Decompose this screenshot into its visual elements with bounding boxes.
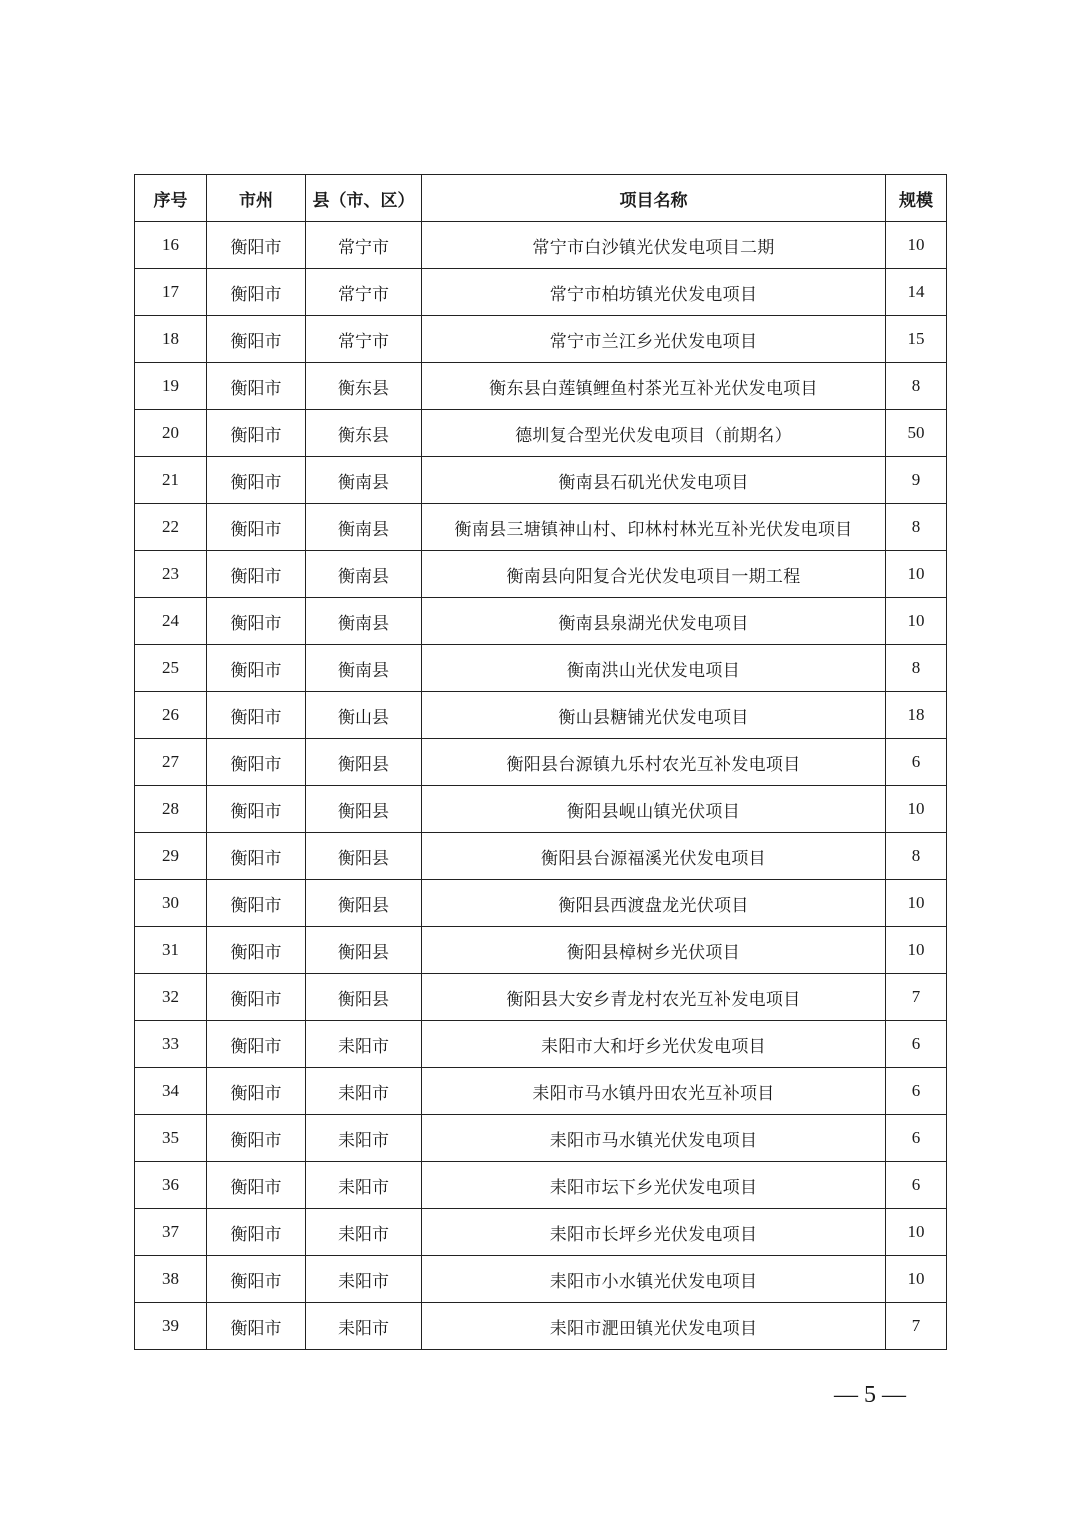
cell-project-name: 耒阳市小水镇光伏发电项目 <box>422 1256 886 1303</box>
cell-index: 36 <box>135 1162 207 1209</box>
cell-city: 衡阳市 <box>207 598 306 645</box>
cell-project-name: 耒阳市淝田镇光伏发电项目 <box>422 1303 886 1350</box>
cell-city: 衡阳市 <box>207 551 306 598</box>
header-index: 序号 <box>135 175 207 222</box>
cell-index: 25 <box>135 645 207 692</box>
cell-city: 衡阳市 <box>207 645 306 692</box>
cell-county: 耒阳市 <box>306 1303 422 1350</box>
cell-county: 衡南县 <box>306 598 422 645</box>
cell-county: 衡阳县 <box>306 880 422 927</box>
cell-county: 衡阳县 <box>306 833 422 880</box>
cell-project-name: 衡阳县台源福溪光伏发电项目 <box>422 833 886 880</box>
cell-scale: 8 <box>886 363 947 410</box>
header-city: 市州 <box>207 175 306 222</box>
cell-scale: 7 <box>886 1303 947 1350</box>
cell-project-name: 耒阳市坛下乡光伏发电项目 <box>422 1162 886 1209</box>
table-row <box>135 1303 947 1350</box>
cell-city: 衡阳市 <box>207 1115 306 1162</box>
cell-county: 耒阳市 <box>306 1162 422 1209</box>
cell-scale: 10 <box>886 551 947 598</box>
table-row <box>135 598 947 645</box>
cell-index: 16 <box>135 222 207 269</box>
cell-city: 衡阳市 <box>207 1021 306 1068</box>
table-row <box>135 645 947 692</box>
cell-city: 衡阳市 <box>207 222 306 269</box>
table-row <box>135 786 947 833</box>
cell-city: 衡阳市 <box>207 316 306 363</box>
cell-city: 衡阳市 <box>207 363 306 410</box>
cell-city: 衡阳市 <box>207 974 306 1021</box>
cell-index: 31 <box>135 927 207 974</box>
cell-project-name: 衡阳县西渡盘龙光伏项目 <box>422 880 886 927</box>
cell-county: 衡南县 <box>306 504 422 551</box>
cell-project-name: 耒阳市大和圩乡光伏发电项目 <box>422 1021 886 1068</box>
cell-city: 衡阳市 <box>207 1209 306 1256</box>
cell-project-name: 衡东县白莲镇鲤鱼村茶光互补光伏发电项目 <box>422 363 886 410</box>
cell-index: 30 <box>135 880 207 927</box>
cell-scale: 10 <box>886 786 947 833</box>
cell-city: 衡阳市 <box>207 269 306 316</box>
cell-scale: 9 <box>886 457 947 504</box>
cell-project-name: 衡南县三塘镇神山村、印林村林光互补光伏发电项目 <box>422 504 886 551</box>
cell-city: 衡阳市 <box>207 739 306 786</box>
cell-scale: 10 <box>886 1256 947 1303</box>
cell-city: 衡阳市 <box>207 1256 306 1303</box>
cell-scale: 6 <box>886 739 947 786</box>
table-row <box>135 410 947 457</box>
cell-project-name: 常宁市柏坊镇光伏发电项目 <box>422 269 886 316</box>
table-body <box>135 222 947 1350</box>
cell-county: 耒阳市 <box>306 1209 422 1256</box>
cell-project-name: 德圳复合型光伏发电项目（前期名） <box>422 410 886 457</box>
cell-index: 34 <box>135 1068 207 1115</box>
cell-county: 衡阳县 <box>306 927 422 974</box>
table-row <box>135 927 947 974</box>
cell-index: 17 <box>135 269 207 316</box>
cell-county: 耒阳市 <box>306 1021 422 1068</box>
table-row <box>135 739 947 786</box>
table-row <box>135 269 947 316</box>
cell-city: 衡阳市 <box>207 692 306 739</box>
cell-project-name: 衡阳县台源镇九乐村农光互补发电项目 <box>422 739 886 786</box>
cell-scale: 10 <box>886 598 947 645</box>
cell-index: 32 <box>135 974 207 1021</box>
cell-county: 衡南县 <box>306 457 422 504</box>
cell-index: 35 <box>135 1115 207 1162</box>
cell-scale: 50 <box>886 410 947 457</box>
table-row <box>135 457 947 504</box>
cell-county: 常宁市 <box>306 269 422 316</box>
cell-county: 衡阳县 <box>306 739 422 786</box>
header-scale: 规模 <box>886 175 947 222</box>
cell-city: 衡阳市 <box>207 833 306 880</box>
cell-scale: 8 <box>886 504 947 551</box>
cell-county: 耒阳市 <box>306 1115 422 1162</box>
cell-index: 22 <box>135 504 207 551</box>
table-row <box>135 316 947 363</box>
table-row <box>135 880 947 927</box>
table-row <box>135 551 947 598</box>
cell-scale: 8 <box>886 645 947 692</box>
cell-index: 24 <box>135 598 207 645</box>
cell-project-name: 耒阳市马水镇光伏发电项目 <box>422 1115 886 1162</box>
table-row <box>135 222 947 269</box>
table-row <box>135 1068 947 1115</box>
cell-county: 衡山县 <box>306 692 422 739</box>
cell-city: 衡阳市 <box>207 410 306 457</box>
cell-index: 21 <box>135 457 207 504</box>
cell-scale: 14 <box>886 269 947 316</box>
cell-project-name: 衡阳县岘山镇光伏项目 <box>422 786 886 833</box>
cell-county: 衡东县 <box>306 363 422 410</box>
cell-project-name: 常宁市白沙镇光伏发电项目二期 <box>422 222 886 269</box>
cell-scale: 6 <box>886 1162 947 1209</box>
cell-city: 衡阳市 <box>207 1303 306 1350</box>
cell-scale: 10 <box>886 1209 947 1256</box>
cell-scale: 7 <box>886 974 947 1021</box>
cell-project-name: 衡南县向阳复合光伏发电项目一期工程 <box>422 551 886 598</box>
cell-city: 衡阳市 <box>207 504 306 551</box>
cell-scale: 6 <box>886 1068 947 1115</box>
cell-index: 37 <box>135 1209 207 1256</box>
cell-city: 衡阳市 <box>207 880 306 927</box>
cell-scale: 10 <box>886 880 947 927</box>
cell-project-name: 衡山县糖铺光伏发电项目 <box>422 692 886 739</box>
header-project-name: 项目名称 <box>422 175 886 222</box>
cell-index: 19 <box>135 363 207 410</box>
cell-scale: 18 <box>886 692 947 739</box>
cell-project-name: 耒阳市马水镇丹田农光互补项目 <box>422 1068 886 1115</box>
cell-index: 38 <box>135 1256 207 1303</box>
cell-city: 衡阳市 <box>207 927 306 974</box>
cell-county: 衡东县 <box>306 410 422 457</box>
cell-city: 衡阳市 <box>207 786 306 833</box>
cell-index: 28 <box>135 786 207 833</box>
cell-county: 衡南县 <box>306 645 422 692</box>
cell-county: 耒阳市 <box>306 1256 422 1303</box>
table-row <box>135 504 947 551</box>
page-number: — 5 — <box>834 1382 906 1408</box>
cell-county: 常宁市 <box>306 316 422 363</box>
header-county: 县（市、区） <box>306 175 422 222</box>
cell-county: 耒阳市 <box>306 1068 422 1115</box>
cell-scale: 15 <box>886 316 947 363</box>
cell-city: 衡阳市 <box>207 1068 306 1115</box>
cell-project-name: 常宁市兰江乡光伏发电项目 <box>422 316 886 363</box>
cell-project-name: 衡南县石矶光伏发电项目 <box>422 457 886 504</box>
cell-index: 39 <box>135 1303 207 1350</box>
table-row <box>135 1115 947 1162</box>
cell-city: 衡阳市 <box>207 457 306 504</box>
cell-county: 衡南县 <box>306 551 422 598</box>
cell-scale: 10 <box>886 927 947 974</box>
table-row <box>135 1209 947 1256</box>
cell-county: 常宁市 <box>306 222 422 269</box>
table-row <box>135 974 947 1021</box>
cell-index: 23 <box>135 551 207 598</box>
cell-index: 29 <box>135 833 207 880</box>
table-row <box>135 692 947 739</box>
cell-index: 33 <box>135 1021 207 1068</box>
cell-index: 27 <box>135 739 207 786</box>
table-row <box>135 363 947 410</box>
cell-project-name: 衡阳县樟树乡光伏项目 <box>422 927 886 974</box>
cell-county: 衡阳县 <box>306 786 422 833</box>
table-row <box>135 1256 947 1303</box>
cell-scale: 6 <box>886 1021 947 1068</box>
cell-city: 衡阳市 <box>207 1162 306 1209</box>
cell-county: 衡阳县 <box>306 974 422 1021</box>
table-header-row <box>135 175 947 222</box>
table-row <box>135 1162 947 1209</box>
project-table <box>134 174 947 1350</box>
cell-project-name: 衡南县泉湖光伏发电项目 <box>422 598 886 645</box>
cell-scale: 10 <box>886 222 947 269</box>
cell-index: 26 <box>135 692 207 739</box>
table-row <box>135 1021 947 1068</box>
table-row <box>135 833 947 880</box>
cell-project-name: 衡南洪山光伏发电项目 <box>422 645 886 692</box>
cell-index: 20 <box>135 410 207 457</box>
cell-project-name: 耒阳市长坪乡光伏发电项目 <box>422 1209 886 1256</box>
cell-project-name: 衡阳县大安乡青龙村农光互补发电项目 <box>422 974 886 1021</box>
cell-scale: 8 <box>886 833 947 880</box>
cell-scale: 6 <box>886 1115 947 1162</box>
cell-index: 18 <box>135 316 207 363</box>
